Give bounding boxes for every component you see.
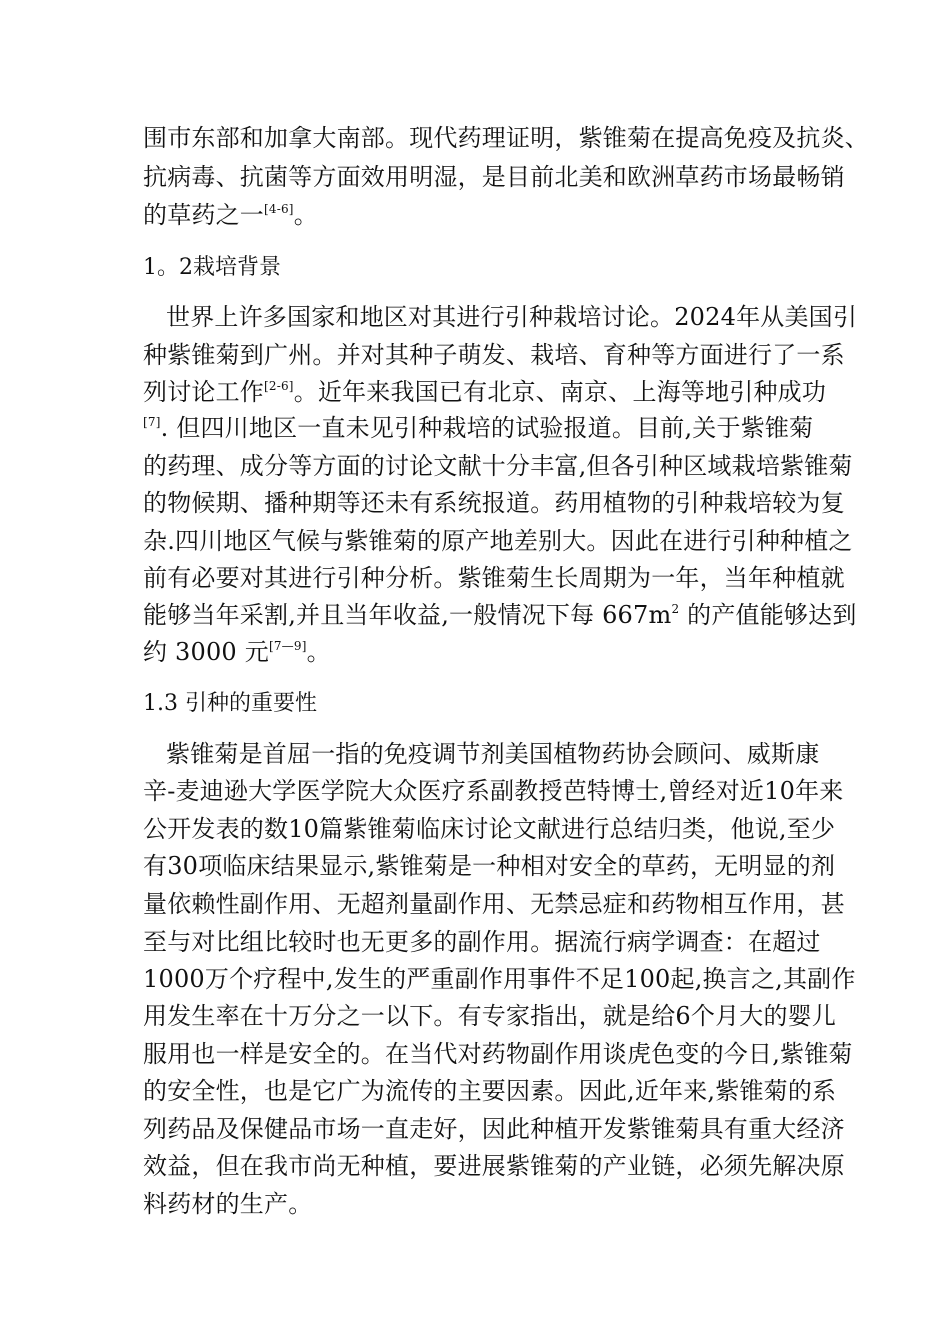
paragraph-line: 抗病毒、抗菌等方面效用明湿，是目前北美和欧洲草药市场最畅销 — [143, 163, 845, 191]
paragraph-text: 列讨论工作 — [143, 378, 264, 406]
paragraph-line: 1000万个疗程中,发生的严重副作用事件不足100起,换言之,其副作 — [143, 965, 856, 993]
paragraph-line: 围巿东部和加拿大南部。现代药理证明，紫锥菊在提高免疫及抗炎、 — [143, 124, 869, 152]
paragraph-text: 约 3000 元 — [143, 638, 269, 666]
paragraph-line: 有30项临床结果显示,紫锥菊是一种相对安全的草药，无明显的剂 — [143, 852, 836, 880]
paragraph-text: 能够当年采割,并且当年收益,一般情况下每 667m — [143, 601, 672, 629]
section-heading: 1.3 引种的重要性 — [143, 691, 317, 716]
citation-ref: [7] — [143, 415, 161, 429]
paragraph-line: 种紫锥菊到广州。并对其种子萌发、栽培、育种等方面进行了一系 — [143, 341, 845, 369]
section-heading: 1。2栽培背景 — [143, 255, 281, 280]
paragraph-line: 量依赖性副作用、无超剂量副作用、无禁忌症和药物相互作用，甚 — [143, 890, 845, 918]
superscript: 2 — [671, 602, 680, 616]
paragraph-line — [143, 377, 826, 407]
paragraph-line — [143, 200, 318, 230]
paragraph-line: 至与对比组比较时也无更多的副作用。据流行病学调查：在超过 — [143, 928, 821, 956]
paragraph-text: 。 — [293, 201, 318, 229]
paragraph-line: 的药理、成分等方面的讨论文献十分丰富,但各引种区域栽培紫锥菊 — [143, 452, 853, 480]
citation-ref: [7—9] — [268, 639, 307, 653]
paragraph-line: 前有必要对其进行引种分析。紫锥菊生长周期为一年，当年种植就 — [143, 564, 845, 592]
paragraph-text: 的产值能够达到 — [679, 601, 857, 629]
paragraph-line: 的物候期、播种期等还未有系统报道。药用植物的引种栽培较为复 — [143, 489, 845, 517]
paragraph-line: 服用也一样是安全的。在当代对药物副作用谈虎色变的今日,紫锥菊 — [143, 1040, 853, 1068]
paragraph-line: 紫锥菊是首屈一指的免疫调节剂美国植物药协会顾问、威斯康 — [166, 740, 820, 768]
paragraph-line: 用发生率在十万分之一以下。有专家指出，就是给6个月大的婴儿 — [143, 1002, 837, 1030]
paragraph-line — [143, 637, 331, 667]
paragraph-line — [143, 413, 813, 443]
paragraph-line — [143, 600, 857, 630]
paragraph-line: 料药材的生产。 — [143, 1190, 313, 1218]
paragraph-line: 世界上许多国家和地区对其进行引种栽培讨论。2024年从美国引 — [166, 303, 858, 331]
paragraph-line: 杂.四川地区气候与紫锥菊的原产地差别大。因此在进行引种种植之 — [143, 527, 853, 555]
paragraph-line: 公开发表的数10篇紫锥菊临床讨论文献进行总结归类，他说,至少 — [143, 815, 836, 843]
paragraph-text: 。 — [306, 638, 331, 666]
paragraph-text: 的草药之一 — [143, 201, 264, 229]
paragraph-line: 辛-麦迪逊大学医学院大众医疗系副教授芭特博士,曾经对近10年来 — [143, 777, 844, 805]
paragraph-text: . 但四川地区一直未见引种栽培的试验报道。目前,关于紫锥菊 — [160, 414, 814, 442]
citation-ref: [4-6] — [264, 202, 294, 216]
paragraph-text: 。近年来我国已有北京、南京、上海等地引种成功 — [293, 378, 827, 406]
paragraph-line: 的安全性，也是它广为流传的主要因素。因此,近年来,紫锥菊的系 — [143, 1077, 837, 1105]
paragraph-line: 列药品及保健品市场一直走好，因此种植开发紫锥菊具有重大经济 — [143, 1115, 845, 1143]
citation-ref: [2-6] — [264, 379, 294, 393]
paragraph-line: 效益，但在我市尚无种植，要进展紫锥菊的产业链，必须先解决原 — [143, 1152, 845, 1180]
